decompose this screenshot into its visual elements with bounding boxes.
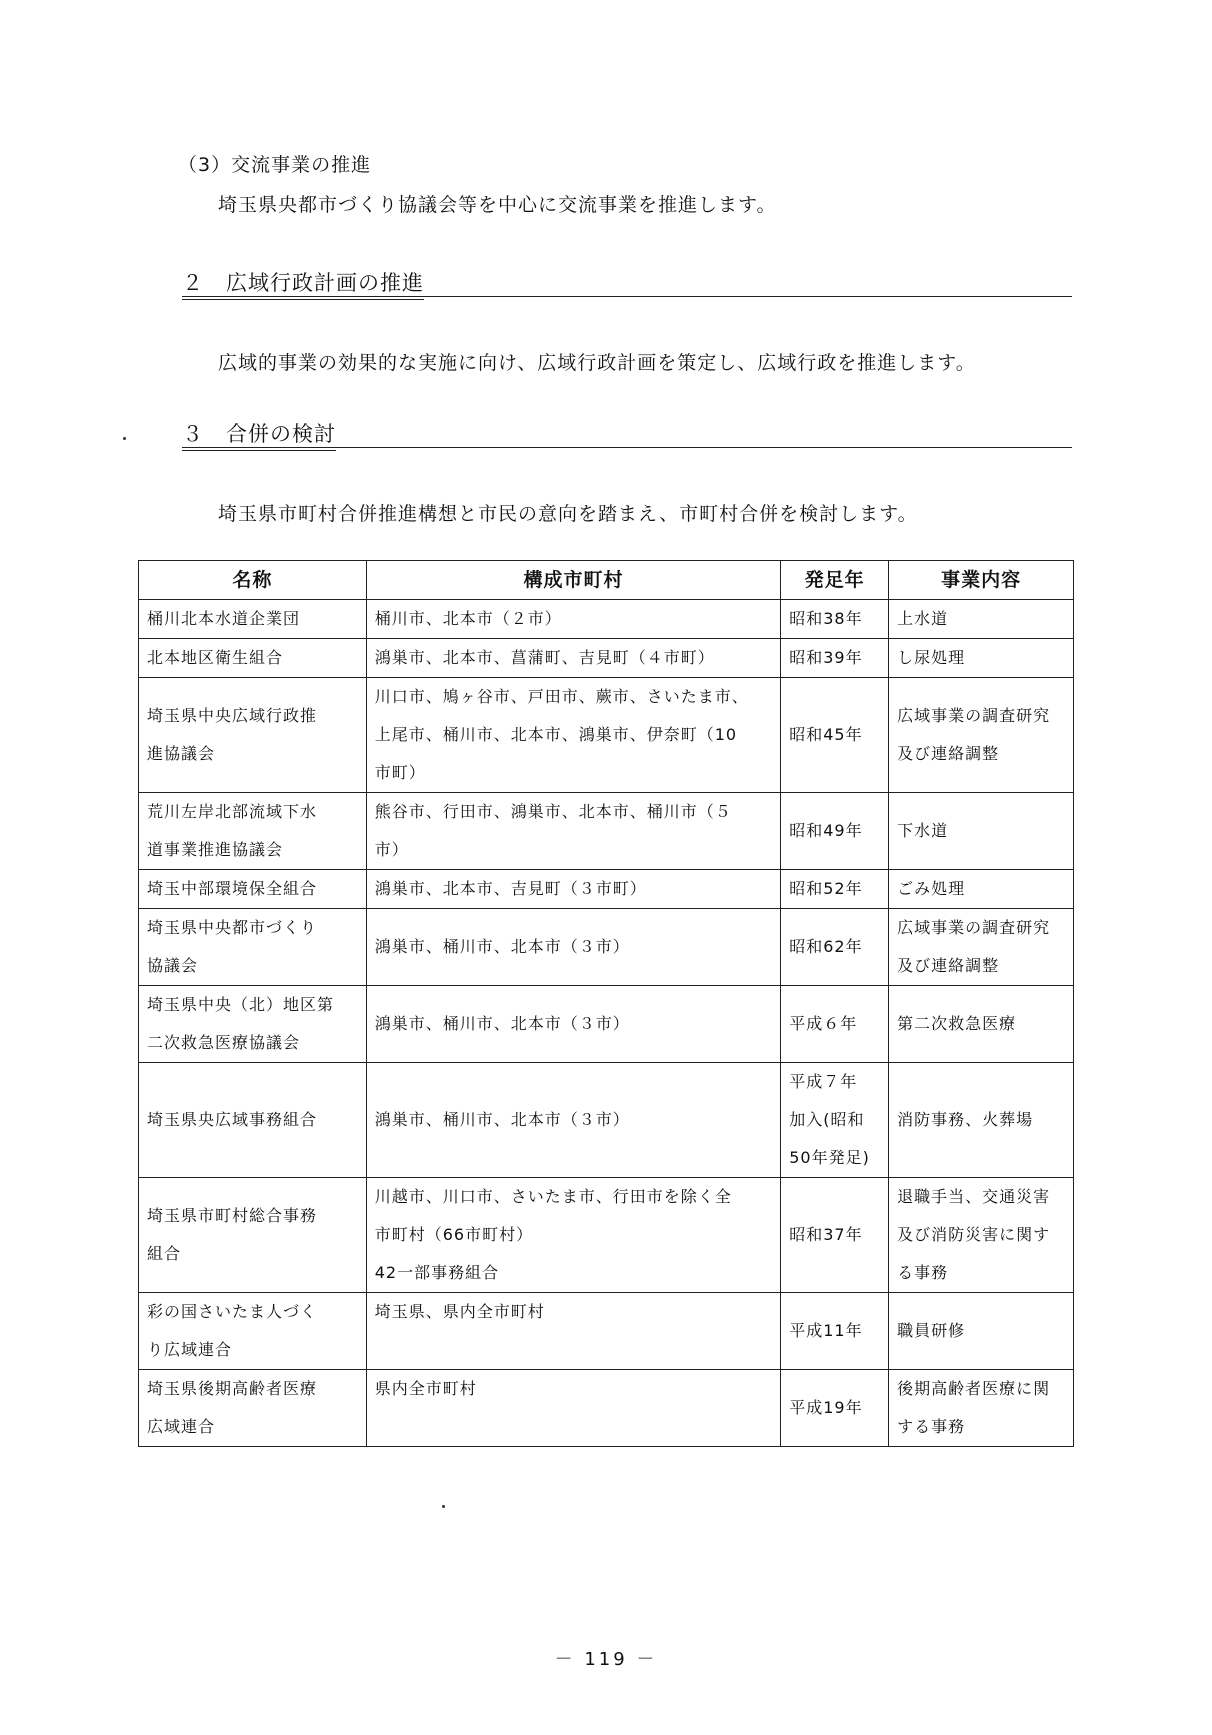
cell-name <box>139 1370 367 1447</box>
header-content: 事業内容 <box>889 561 1074 600</box>
cell-year-line: 昭和39年 <box>789 648 863 667</box>
cell-name-line: 埼玉県中央（北）地区第 <box>147 995 335 1014</box>
cell-year-line: 平成11年 <box>789 1321 863 1340</box>
cell-content <box>889 1063 1074 1178</box>
cell-name <box>139 639 367 678</box>
cell-members <box>366 1293 780 1370</box>
cell-year-line: 昭和49年 <box>789 821 863 840</box>
section-rule-2 <box>182 296 1072 297</box>
table-row <box>139 870 1074 909</box>
cell-year <box>781 1178 889 1293</box>
cell-members-line: 鴻巣市、桶川市、北本市（３市） <box>374 1110 630 1129</box>
page-number: － 119 － <box>554 1649 658 1670</box>
cell-name <box>139 986 367 1063</box>
cell-members-line: 市町） <box>374 763 426 782</box>
cell-year <box>781 678 889 793</box>
cell-year <box>781 793 889 870</box>
cell-name-line: 協議会 <box>147 956 199 975</box>
cell-content-line: 第二次救急医療 <box>897 1014 1017 1033</box>
cell-name-line: 荒川左岸北部流域下水 <box>147 802 318 821</box>
cell-year-line: 昭和45年 <box>789 725 863 744</box>
cell-members <box>366 793 780 870</box>
cell-content <box>889 678 1074 793</box>
cell-name-line: 広域連合 <box>147 1417 216 1436</box>
scan-dot <box>123 437 126 440</box>
table-row <box>139 1063 1074 1178</box>
cell-members-line: 鴻巣市、北本市、吉見町（３市町） <box>374 879 647 898</box>
header-year: 発足年 <box>781 561 889 600</box>
table-row <box>139 909 1074 986</box>
cell-year <box>781 1063 889 1178</box>
cell-content-line: 広域事業の調査研究 <box>897 706 1051 725</box>
cell-name-line: 二次救急医療協議会 <box>147 1033 301 1052</box>
cell-year <box>781 870 889 909</box>
cell-members-line: 県内全市町村 <box>374 1379 477 1398</box>
cell-year <box>781 909 889 986</box>
cell-content <box>889 909 1074 986</box>
cell-year-line: 50年発足) <box>789 1148 870 1167</box>
cell-content <box>889 870 1074 909</box>
cell-members <box>366 986 780 1063</box>
section-body-2: 広域的事業の効果的な実施に向け、広域行政計画を策定し、広域行政を推進します。 <box>218 352 976 374</box>
cell-members-line: 市町村（66市町村） <box>374 1225 534 1244</box>
cell-members-line: 川越市、川口市、さいたま市、行田市を除く全 <box>374 1187 732 1206</box>
cell-name <box>139 909 367 986</box>
cell-content <box>889 1178 1074 1293</box>
cell-members-line: 鴻巣市、桶川市、北本市（３市） <box>374 1014 630 1033</box>
cell-name-line: 北本地区衛生組合 <box>147 648 284 667</box>
cell-members <box>366 1063 780 1178</box>
table-row <box>139 1178 1074 1293</box>
cell-name-line: 組合 <box>147 1244 182 1263</box>
cell-name-line: 埼玉県後期高齢者医療 <box>147 1379 318 1398</box>
cell-content-line: 広域事業の調査研究 <box>897 918 1051 937</box>
table-row <box>139 600 1074 639</box>
cell-members-line: 42一部事務組合 <box>374 1263 500 1282</box>
cell-members <box>366 1370 780 1447</box>
table-header-row <box>139 561 1074 600</box>
cell-year-line: 平成19年 <box>789 1398 863 1417</box>
header-name: 名称 <box>139 561 367 600</box>
cell-content-line: 職員研修 <box>897 1321 966 1340</box>
cell-members <box>366 639 780 678</box>
cell-members-line: 桶川市、北本市（２市） <box>374 609 562 628</box>
cell-content <box>889 639 1074 678</box>
cell-content-line: し尿処理 <box>897 648 966 667</box>
table-row <box>139 678 1074 793</box>
section-heading-2: ２ 広域行政計画の推進 <box>182 267 424 300</box>
cell-content-line: ごみ処理 <box>897 879 966 898</box>
table-row <box>139 986 1074 1063</box>
cell-name-line: 埼玉県市町村総合事務 <box>147 1206 318 1225</box>
cell-name <box>139 870 367 909</box>
cell-content-line: 上水道 <box>897 609 949 628</box>
table-row <box>139 1370 1074 1447</box>
cell-year-line: 加入(昭和 <box>789 1110 865 1129</box>
cell-members-line: 市） <box>374 840 409 859</box>
cell-name-line: 埼玉県中央広域行政推 <box>147 706 318 725</box>
cell-content-line: 及び連絡調整 <box>897 956 1000 975</box>
cell-content-line: 退職手当、交通災害 <box>897 1187 1051 1206</box>
cell-name <box>139 1063 367 1178</box>
section-rule-3 <box>182 447 1072 448</box>
cell-content <box>889 793 1074 870</box>
cell-year-line: 昭和38年 <box>789 609 863 628</box>
cell-year-line: 平成６年 <box>789 1014 858 1033</box>
cell-members <box>366 600 780 639</box>
cell-year <box>781 600 889 639</box>
cell-name-line: 埼玉中部環境保全組合 <box>147 879 318 898</box>
cell-name-line: 埼玉県中央都市づくり <box>147 918 318 937</box>
cell-content-line: 及び消防災害に関す <box>897 1225 1051 1244</box>
cell-members-line: 川口市、鳩ヶ谷市、戸田市、蕨市、さいたま市、 <box>374 687 749 706</box>
subsection-body-3: 埼玉県央都市づくり協議会等を中心に交流事業を推進します。 <box>218 194 777 216</box>
cell-content-line: 下水道 <box>897 821 949 840</box>
cell-members-line: 鴻巣市、北本市、菖蒲町、吉見町（４市町） <box>374 648 715 667</box>
section-body-3: 埼玉県市町村合併推進構想と市民の意向を踏まえ、市町村合併を検討します。 <box>218 503 918 525</box>
cell-year-line: 平成７年 <box>789 1072 858 1091</box>
cell-content-line: 後期高齢者医療に関 <box>897 1379 1051 1398</box>
table-row <box>139 639 1074 678</box>
cell-content <box>889 600 1074 639</box>
cell-name-line: 彩の国さいたま人づく <box>147 1302 318 1321</box>
cell-members <box>366 1178 780 1293</box>
cell-name-line: り広域連合 <box>147 1340 233 1359</box>
cell-name-line: 埼玉県央広域事務組合 <box>147 1110 318 1129</box>
cell-content-line: る事務 <box>897 1263 949 1282</box>
scan-dot <box>442 1505 445 1508</box>
cell-name <box>139 793 367 870</box>
cell-name <box>139 600 367 639</box>
cell-name-line: 進協議会 <box>147 744 216 763</box>
cell-content <box>889 986 1074 1063</box>
cell-members <box>366 870 780 909</box>
cell-members-line: 鴻巣市、桶川市、北本市（３市） <box>374 937 630 956</box>
cell-members <box>366 909 780 986</box>
cell-name <box>139 678 367 793</box>
cell-name <box>139 1293 367 1370</box>
cell-members-line: 熊谷市、行田市、鴻巣市、北本市、桶川市（５ <box>374 802 732 821</box>
cell-year <box>781 639 889 678</box>
cell-members-line: 上尾市、桶川市、北本市、鴻巣市、伊奈町（10 <box>374 725 738 744</box>
cell-name-line: 桶川北本水道企業団 <box>147 609 301 628</box>
cell-name <box>139 1178 367 1293</box>
cell-year-line: 昭和52年 <box>789 879 863 898</box>
cell-content <box>889 1370 1074 1447</box>
cell-content-line: する事務 <box>897 1417 966 1436</box>
section-heading-3: ３ 合併の検討 <box>182 418 336 451</box>
cell-year-line: 昭和62年 <box>789 937 863 956</box>
subsection-heading-3: （3）交流事業の推進 <box>178 154 372 176</box>
cell-content <box>889 1293 1074 1370</box>
table-row <box>139 793 1074 870</box>
table-row <box>139 1293 1074 1370</box>
cell-members-line: 埼玉県、県内全市町村 <box>374 1302 545 1321</box>
cell-year <box>781 1370 889 1447</box>
cell-members <box>366 678 780 793</box>
header-members: 構成市町村 <box>366 561 780 600</box>
cell-year <box>781 986 889 1063</box>
cell-name-line: 道事業推進協議会 <box>147 840 284 859</box>
cell-year <box>781 1293 889 1370</box>
wide-area-organizations-table <box>138 560 1074 1447</box>
cell-content-line: 消防事務、火葬場 <box>897 1110 1034 1129</box>
cell-content-line: 及び連絡調整 <box>897 744 1000 763</box>
cell-year-line: 昭和37年 <box>789 1225 863 1244</box>
